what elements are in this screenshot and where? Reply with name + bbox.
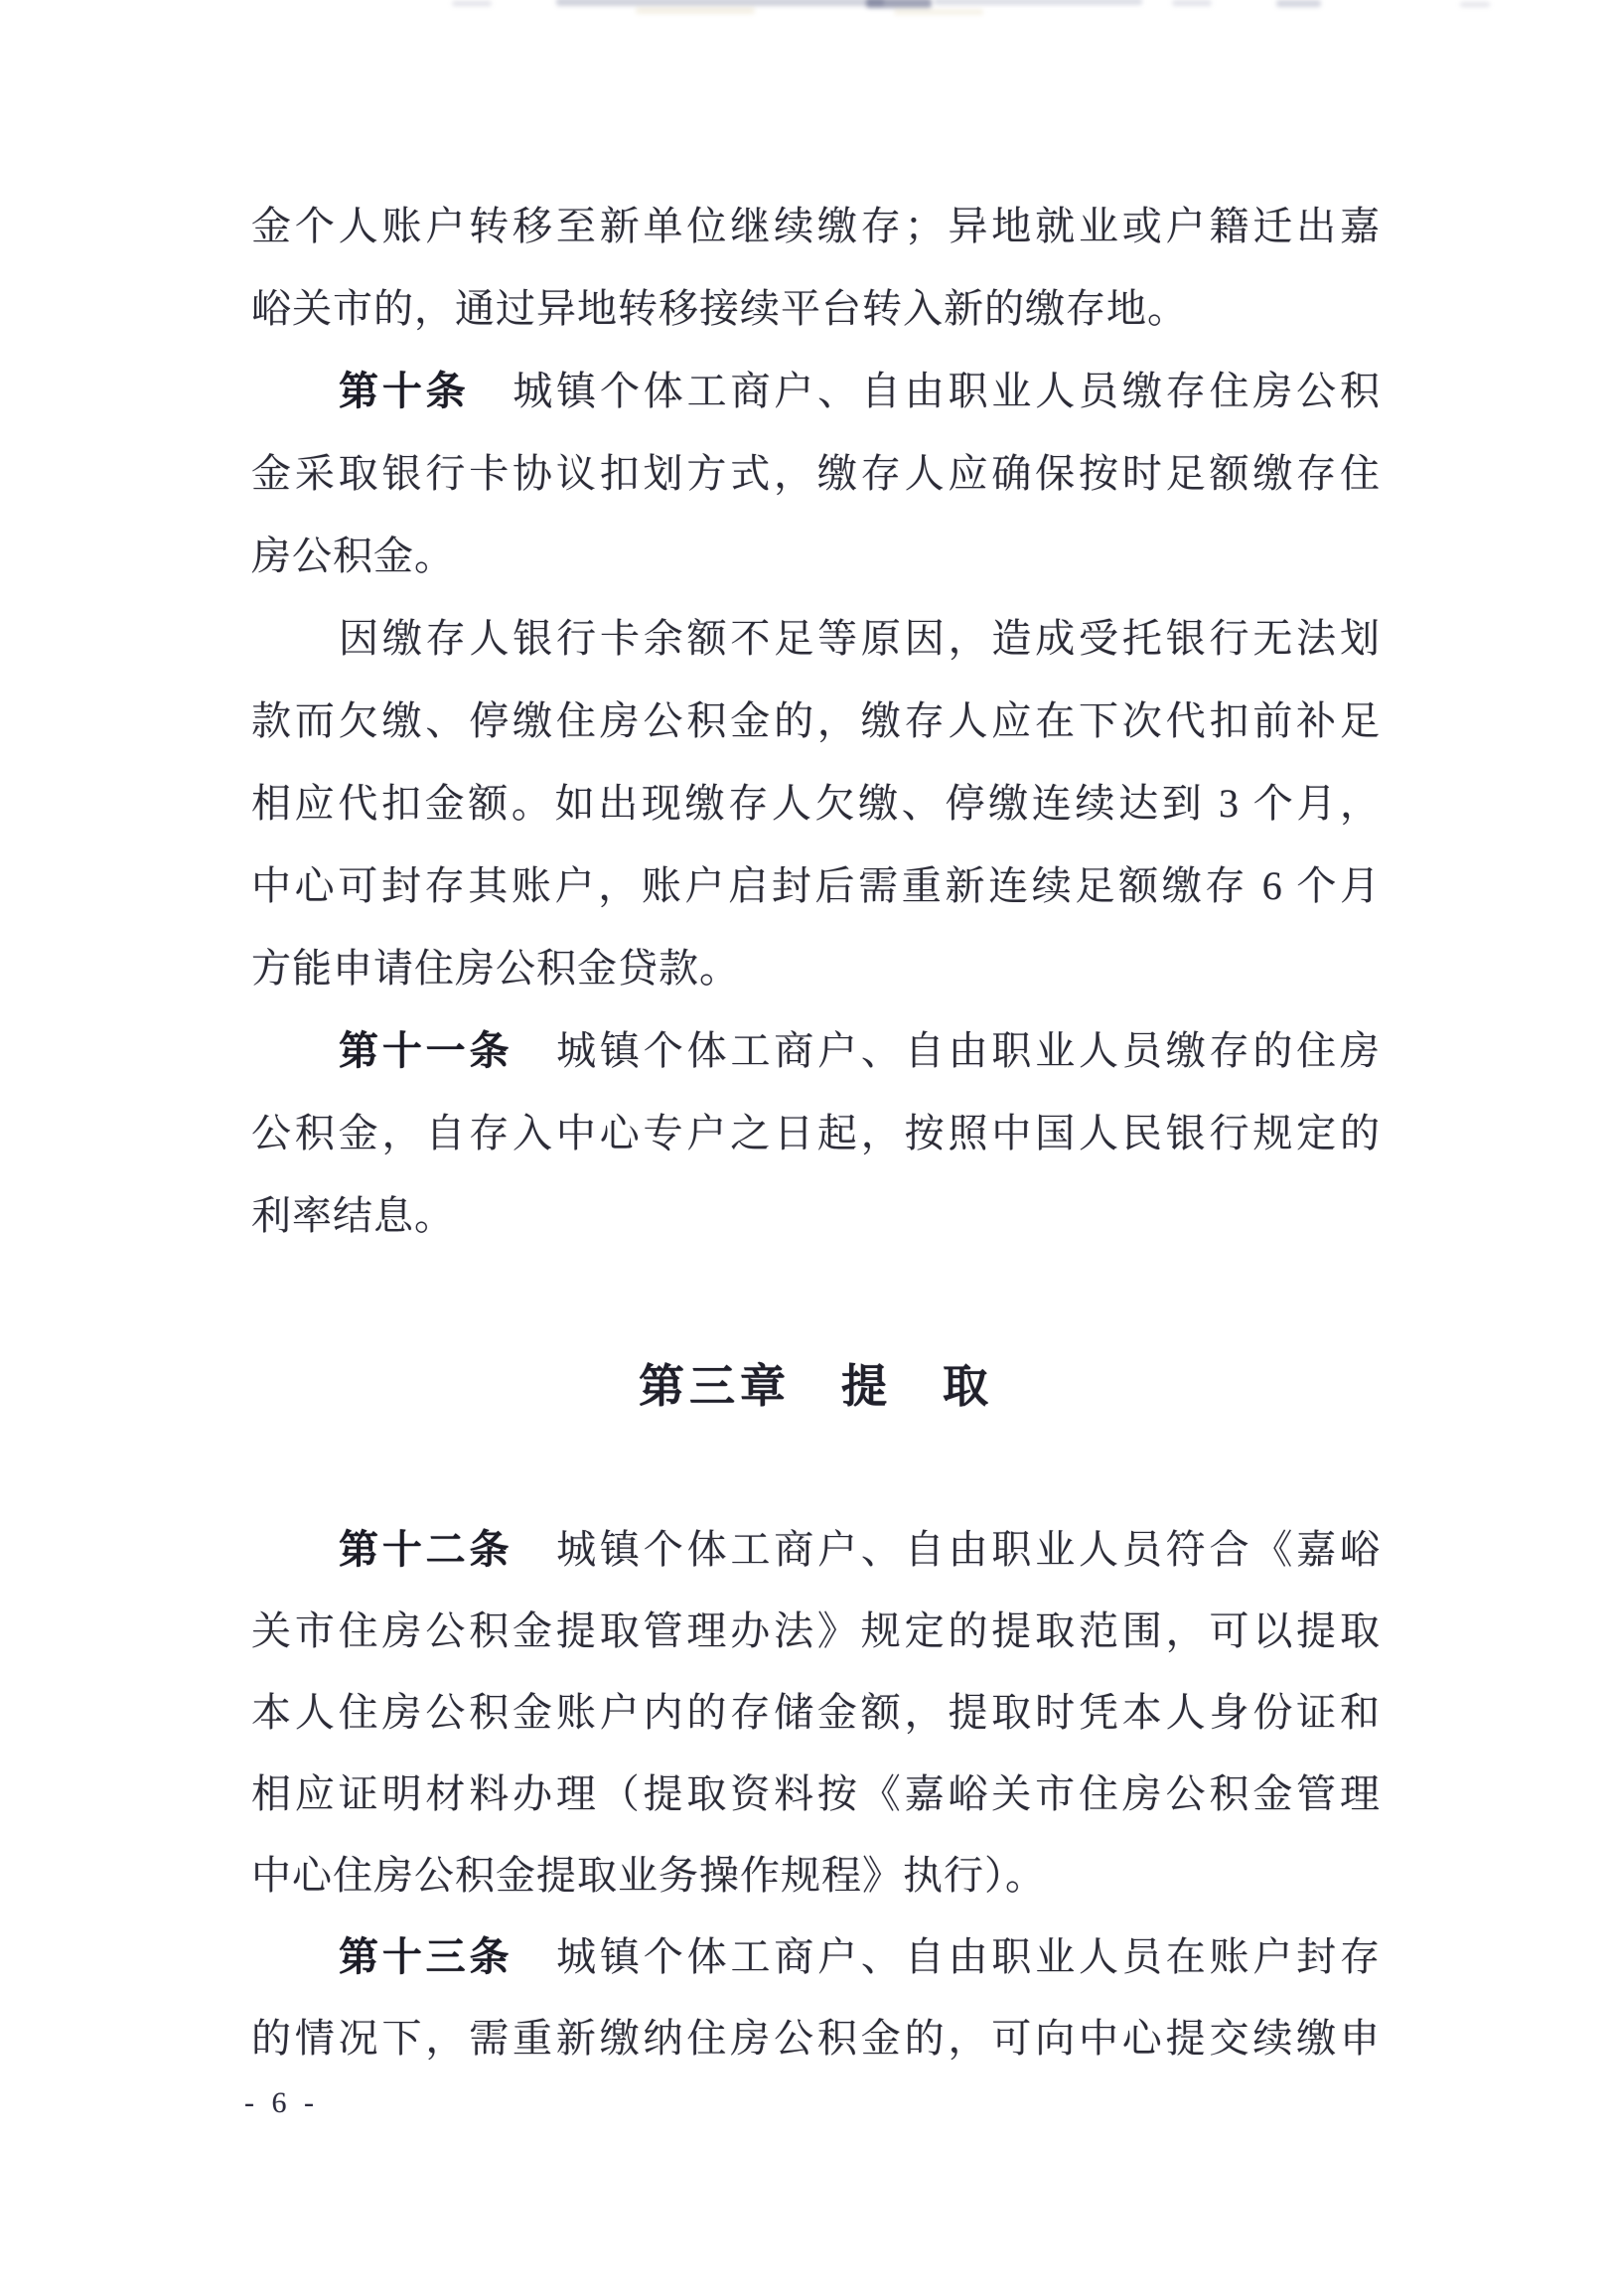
line-text: 相应代扣金额。如出现缴存人欠缴、停缴连续达到 3 个月， (251, 781, 1381, 826)
line-text: 城镇个体工商户、自由职业人员符合《嘉峪 (513, 1527, 1382, 1572)
text-line (251, 844, 1381, 927)
text-line (251, 1591, 1381, 1672)
text-line (251, 1672, 1381, 1754)
text-line (251, 762, 1381, 844)
article-number: 第十三条 (339, 1934, 514, 1979)
line-text: 金采取银行卡协议扣划方式，缴存人应确保按时足额缴存住 (251, 451, 1381, 496)
line-text: 相应证明材料办理（提取资料按《嘉峪关市住房公积金管理 (251, 1771, 1381, 1816)
text-line (251, 1835, 1381, 1916)
scan-smudge (934, 0, 1142, 5)
text-line (251, 515, 1381, 597)
line-text: 因缴存人银行卡余额不足等原因，造成受托银行无法划 (339, 616, 1381, 661)
scan-smudge (894, 9, 983, 15)
line-text: 公积金，自存入中心专户之日起，按照中国人民银行规定的 (251, 1111, 1381, 1155)
line-text: 城镇个体工商户、自由职业人员缴存的住房 (513, 1028, 1382, 1073)
text-block-upper (251, 185, 1381, 1257)
line-text: 房公积金。 (251, 534, 455, 578)
text-line (251, 1174, 1381, 1257)
scan-smudge (636, 7, 755, 14)
line-text: 的情况下，需重新缴纳住房公积金的，可向中心提交续缴申 (251, 2016, 1381, 2061)
scan-smudge (452, 1, 492, 6)
text-line (251, 1998, 1381, 2079)
text-line (251, 1916, 1381, 1998)
line-text: 峪关市的，通过异地转移接续平台转入新的缴存地。 (251, 286, 1188, 331)
text-line (251, 1009, 1381, 1092)
text-block-lower (251, 1509, 1381, 2079)
text-line (251, 185, 1381, 267)
text-line (251, 927, 1381, 1009)
article-number: 第十条 (339, 369, 470, 413)
chapter-heading: 第三章 提 取 (639, 1361, 993, 1412)
line-text: 方能申请住房公积金贷款。 (251, 946, 740, 991)
text-line (251, 597, 1381, 680)
line-text: 中心住房公积金提取业务操作规程》执行）。 (251, 1853, 1046, 1898)
line-text: 城镇个体工商户、自由职业人员缴存住房公积 (469, 369, 1382, 413)
text-line (251, 1509, 1381, 1591)
line-text: 关市住房公积金提取管理办法》规定的提取范围，可以提取 (251, 1608, 1381, 1653)
scan-artifact-strip (0, 0, 1614, 20)
text-line (251, 680, 1381, 762)
scan-smudge (1460, 2, 1490, 7)
text-line (251, 432, 1381, 515)
scan-smudge (556, 0, 884, 6)
line-text: 本人住房公积金账户内的存储金额，提取时凭本人身份证和 (251, 1690, 1381, 1735)
article-number: 第十二条 (339, 1527, 514, 1572)
scan-smudge (866, 0, 932, 8)
article-number: 第十一条 (339, 1028, 514, 1073)
scan-smudge (1172, 0, 1212, 6)
line-text: 金个人账户转移至新单位继续缴存；异地就业或户籍迁出嘉 (251, 204, 1381, 248)
text-line (251, 267, 1381, 350)
scan-smudge (1276, 0, 1321, 7)
text-line (251, 1754, 1381, 1835)
line-text: 城镇个体工商户、自由职业人员在账户封存 (513, 1934, 1382, 1979)
text-line (251, 1092, 1381, 1174)
line-text: 利率结息。 (251, 1193, 455, 1238)
page-number: - 6 - (244, 2086, 319, 2119)
line-text: 中心可封存其账户，账户启封后需重新连续足额缴存 6 个月 (251, 863, 1381, 908)
line-text: 款而欠缴、停缴住房公积金的，缴存人应在下次代扣前补足 (251, 698, 1381, 743)
text-line (251, 350, 1381, 432)
